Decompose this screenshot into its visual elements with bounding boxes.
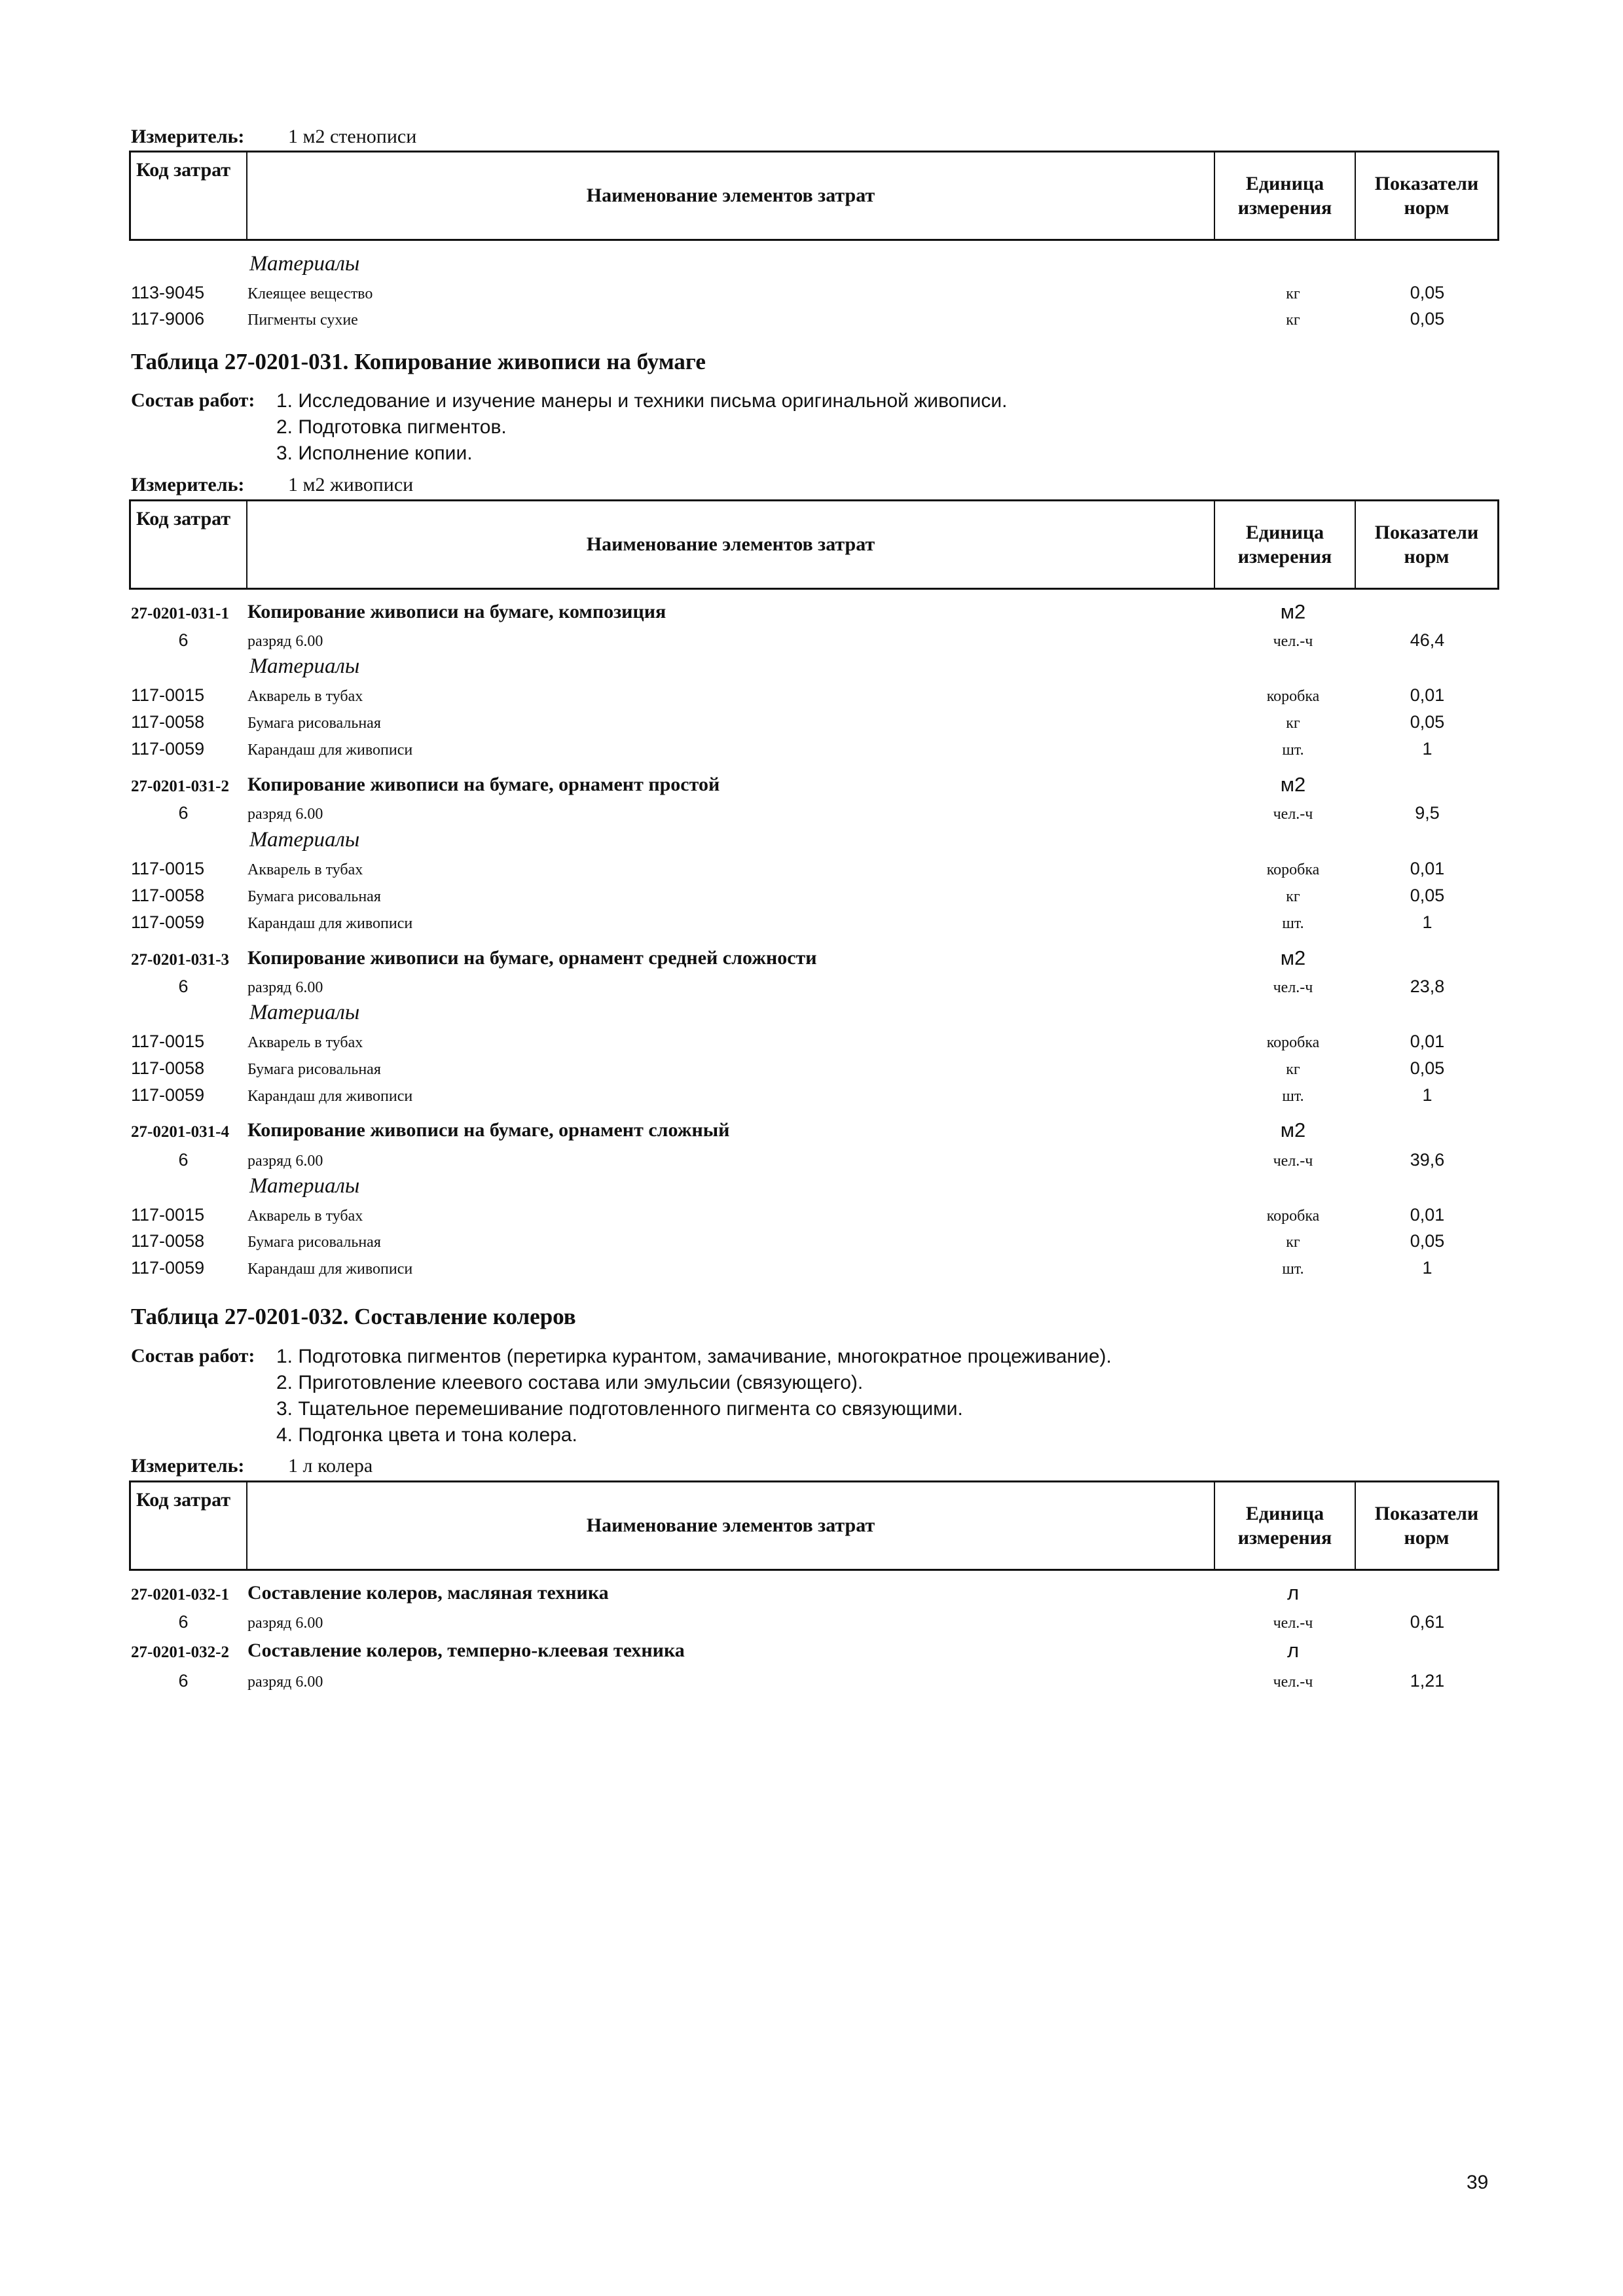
row-unit: кг [1286, 1234, 1300, 1251]
row-unit: кг [1286, 888, 1300, 905]
table-031-title: Таблица 27-0201-031. Копирование живописи на бумаге [131, 349, 706, 374]
row-norm: 1 [1422, 1085, 1432, 1105]
works-item: 1. Исследование и изучение манеры и техники письма оригинальной живописи. [276, 390, 1008, 412]
group-row [0, 1171, 1623, 1197]
row-norm: 0,05 [1410, 712, 1445, 732]
row-name: Бумага рисовальная [247, 1234, 381, 1251]
measure-value: 1 л колера [288, 1455, 373, 1477]
item-code: 27-0201-031-1 [131, 605, 229, 622]
row-name: Акварель в тубах [247, 861, 363, 878]
row-name: Карандаш для живописи [247, 742, 413, 759]
labor-name: разряд 6.00 [247, 806, 323, 823]
table-row [0, 1251, 1623, 1277]
labor-code: 6 [178, 1671, 189, 1691]
item-title-row [0, 1634, 1623, 1660]
labor-name: разряд 6.00 [247, 1615, 323, 1632]
works-item: 2. Подготовка пигментов. [276, 416, 507, 438]
labor-row [0, 623, 1623, 649]
item-name: Составление колеров, масляная техника [247, 1582, 609, 1604]
labor-row [0, 796, 1623, 822]
labor-unit: чел.-ч [1273, 806, 1313, 823]
item-name: Составление колеров, темперно-клеевая техника [247, 1640, 685, 1661]
row-code: 117-0015 [131, 1031, 205, 1051]
table-row [0, 1224, 1623, 1250]
row-unit: кг [1286, 285, 1300, 302]
row-norm: 1 [1422, 1258, 1432, 1278]
page-number: 39 [1467, 2172, 1489, 2193]
labor-norm: 46,4 [1410, 630, 1445, 650]
works-item: 1. Подготовка пигментов (перетирка курантом, замачивание, многократное процеживание). [276, 1346, 1112, 1367]
labor-unit: чел.-ч [1273, 1674, 1313, 1691]
item-code: 27-0201-032-1 [131, 1586, 229, 1604]
row-name: Акварель в тубах [247, 688, 363, 705]
works-list [276, 389, 1007, 468]
item-name: Копирование живописи на бумаге, орнамент простой [247, 774, 720, 795]
row-code: 117-9006 [131, 309, 205, 329]
works-item: 2. Приготовление клеевого состава или эмульсии (связующего). [276, 1372, 864, 1393]
labor-unit: чел.-ч [1273, 633, 1313, 650]
row-name: Акварель в тубах [247, 1034, 363, 1051]
table-row [0, 1078, 1623, 1104]
row-norm: 0,01 [1410, 859, 1445, 878]
labor-norm: 1,21 [1410, 1671, 1445, 1691]
row-name: Карандаш для живописи [247, 1088, 413, 1105]
header-name: Наименование элементов затрат [247, 1482, 1215, 1569]
row-norm: 0,05 [1410, 1058, 1445, 1078]
header-unit: Единица измерения [1215, 1482, 1356, 1569]
labor-norm: 9,5 [1415, 803, 1440, 823]
row-name: Бумага рисовальная [247, 1061, 381, 1078]
header-norm: Показатели норм [1374, 1502, 1479, 1549]
header-name: Наименование элементов затрат [247, 152, 1215, 239]
row-unit: шт. [1282, 742, 1304, 759]
row-code: 117-0059 [131, 1085, 205, 1105]
item-unit: м2 [1280, 773, 1306, 796]
row-code: 117-0059 [131, 739, 205, 759]
item-title-row [0, 768, 1623, 795]
row-norm: 0,01 [1410, 685, 1445, 705]
works-list [276, 1345, 1112, 1450]
item-code: 27-0201-031-2 [131, 778, 229, 795]
item-name: Копирование живописи на бумаге, орнамент средней сложности [247, 947, 817, 969]
labor-row [0, 969, 1623, 996]
row-code: 117-0015 [131, 859, 205, 878]
row-unit: шт. [1282, 1261, 1304, 1278]
row-code: 113-9045 [131, 283, 205, 302]
row-norm: 0,01 [1410, 1031, 1445, 1051]
labor-name: разряд 6.00 [247, 1153, 323, 1170]
measure-value: 1 м2 живописи [288, 474, 414, 495]
item-title-row [0, 942, 1623, 968]
row-unit: кг [1286, 312, 1300, 329]
header-norm: Показатели норм [1374, 172, 1479, 219]
labor-norm: 0,61 [1410, 1612, 1445, 1632]
labor-row [0, 1143, 1623, 1169]
labor-name: разряд 6.00 [247, 979, 323, 996]
table-row [0, 732, 1623, 758]
measure-label: Измеритель: [131, 126, 245, 147]
item-name: Копирование живописи на бумаге, орнамент сложный [247, 1119, 730, 1141]
row-unit: кг [1286, 715, 1300, 732]
item-code: 27-0201-031-3 [131, 951, 229, 969]
row-unit: шт. [1282, 1088, 1304, 1105]
labor-norm: 39,6 [1410, 1150, 1445, 1170]
row-name: Клеящее вещество [247, 285, 373, 302]
works-item: 3. Исполнение копии. [276, 442, 473, 464]
row-name: Бумага рисовальная [247, 888, 381, 905]
row-name: Бумага рисовальная [247, 715, 381, 732]
row-unit: коробка [1266, 688, 1320, 705]
group-row [0, 997, 1623, 1024]
table-032-title: Таблица 27-0201-032. Составление колеров [131, 1304, 576, 1329]
measure-line [131, 126, 416, 148]
row-code: 117-0015 [131, 1205, 205, 1225]
item-title-row [0, 1114, 1623, 1140]
group-row [0, 825, 1623, 851]
item-unit: м2 [1280, 1119, 1306, 1141]
row-name: Карандаш для живописи [247, 915, 413, 932]
group-label: Материалы [249, 1001, 360, 1024]
works-item: 4. Подгонка цвета и тона колера. [276, 1424, 577, 1446]
group-label: Материалы [249, 655, 360, 678]
table-header [129, 499, 1499, 590]
item-unit: л [1286, 1581, 1300, 1604]
labor-name: разряд 6.00 [247, 1674, 323, 1691]
group-row [0, 249, 1623, 275]
row-code: 117-0058 [131, 1058, 205, 1078]
labor-unit: чел.-ч [1273, 1615, 1313, 1632]
measure-line [131, 1455, 373, 1477]
table-row [0, 302, 1623, 328]
group-label: Материалы [249, 252, 360, 276]
group-label: Материалы [249, 1174, 360, 1198]
table-row [0, 1198, 1623, 1224]
table-row [0, 705, 1623, 731]
row-code: 117-0015 [131, 685, 205, 705]
labor-row [0, 1605, 1623, 1631]
table-header [129, 1480, 1499, 1571]
works-item: 3. Тщательное перемешивание подготовленного пигмента со связующими. [276, 1398, 963, 1420]
table-row [0, 1051, 1623, 1077]
row-code: 117-0058 [131, 886, 205, 905]
header-code: Код затрат [131, 501, 247, 588]
table-row [0, 878, 1623, 905]
item-title-row [0, 1577, 1623, 1603]
row-norm: 0,05 [1410, 1231, 1445, 1251]
labor-unit: чел.-ч [1273, 1153, 1313, 1170]
item-code: 27-0201-031-4 [131, 1123, 229, 1141]
group-label: Материалы [249, 828, 360, 852]
item-unit: м2 [1280, 946, 1306, 969]
row-unit: коробка [1266, 1034, 1320, 1051]
row-name: Акварель в тубах [247, 1208, 363, 1225]
table-row [0, 905, 1623, 931]
header-norm: Показатели норм [1374, 521, 1479, 567]
row-name: Пигменты сухие [247, 312, 358, 329]
labor-code: 6 [178, 630, 189, 650]
row-norm: 0,05 [1410, 886, 1445, 905]
row-unit: кг [1286, 1061, 1300, 1078]
row-code: 117-0058 [131, 712, 205, 732]
table-row [0, 276, 1623, 302]
labor-code: 6 [178, 977, 189, 996]
row-norm: 0,05 [1410, 283, 1445, 302]
item-name: Копирование живописи на бумаге, композиция [247, 601, 666, 622]
works-label: Состав работ: [131, 389, 255, 411]
row-code: 117-0058 [131, 1231, 205, 1251]
item-unit: л [1286, 1639, 1300, 1662]
item-code: 27-0201-032-2 [131, 1643, 229, 1661]
row-norm: 1 [1422, 912, 1432, 932]
item-title-row [0, 596, 1623, 622]
row-name: Карандаш для живописи [247, 1261, 413, 1278]
labor-code: 6 [178, 803, 189, 823]
labor-code: 6 [178, 1150, 189, 1170]
labor-row [0, 1664, 1623, 1690]
table-row [0, 852, 1623, 878]
row-norm: 0,01 [1410, 1205, 1445, 1225]
table-row [0, 678, 1623, 704]
group-row [0, 651, 1623, 677]
header-unit: Единица измерения [1215, 501, 1356, 588]
header-code: Код затрат [131, 1482, 247, 1569]
measure-label: Измеритель: [131, 1455, 245, 1477]
row-code: 117-0059 [131, 912, 205, 932]
table-header [129, 151, 1499, 241]
labor-unit: чел.-ч [1273, 979, 1313, 996]
row-norm: 1 [1422, 739, 1432, 759]
measure-label: Измеритель: [131, 474, 245, 495]
item-unit: м2 [1280, 600, 1306, 623]
row-unit: коробка [1266, 1208, 1320, 1225]
row-code: 117-0059 [131, 1258, 205, 1278]
labor-name: разряд 6.00 [247, 633, 323, 650]
header-unit: Единица измерения [1215, 152, 1356, 239]
table-row [0, 1024, 1623, 1050]
row-unit: коробка [1266, 861, 1320, 878]
labor-code: 6 [178, 1612, 189, 1632]
works-label: Состав работ: [131, 1345, 255, 1367]
labor-norm: 23,8 [1410, 977, 1445, 996]
row-unit: шт. [1282, 915, 1304, 932]
header-name: Наименование элементов затрат [247, 501, 1215, 588]
measure-value: 1 м2 стенописи [288, 126, 417, 147]
row-norm: 0,05 [1410, 309, 1445, 329]
measure-line [131, 474, 413, 496]
header-code: Код затрат [131, 152, 247, 239]
